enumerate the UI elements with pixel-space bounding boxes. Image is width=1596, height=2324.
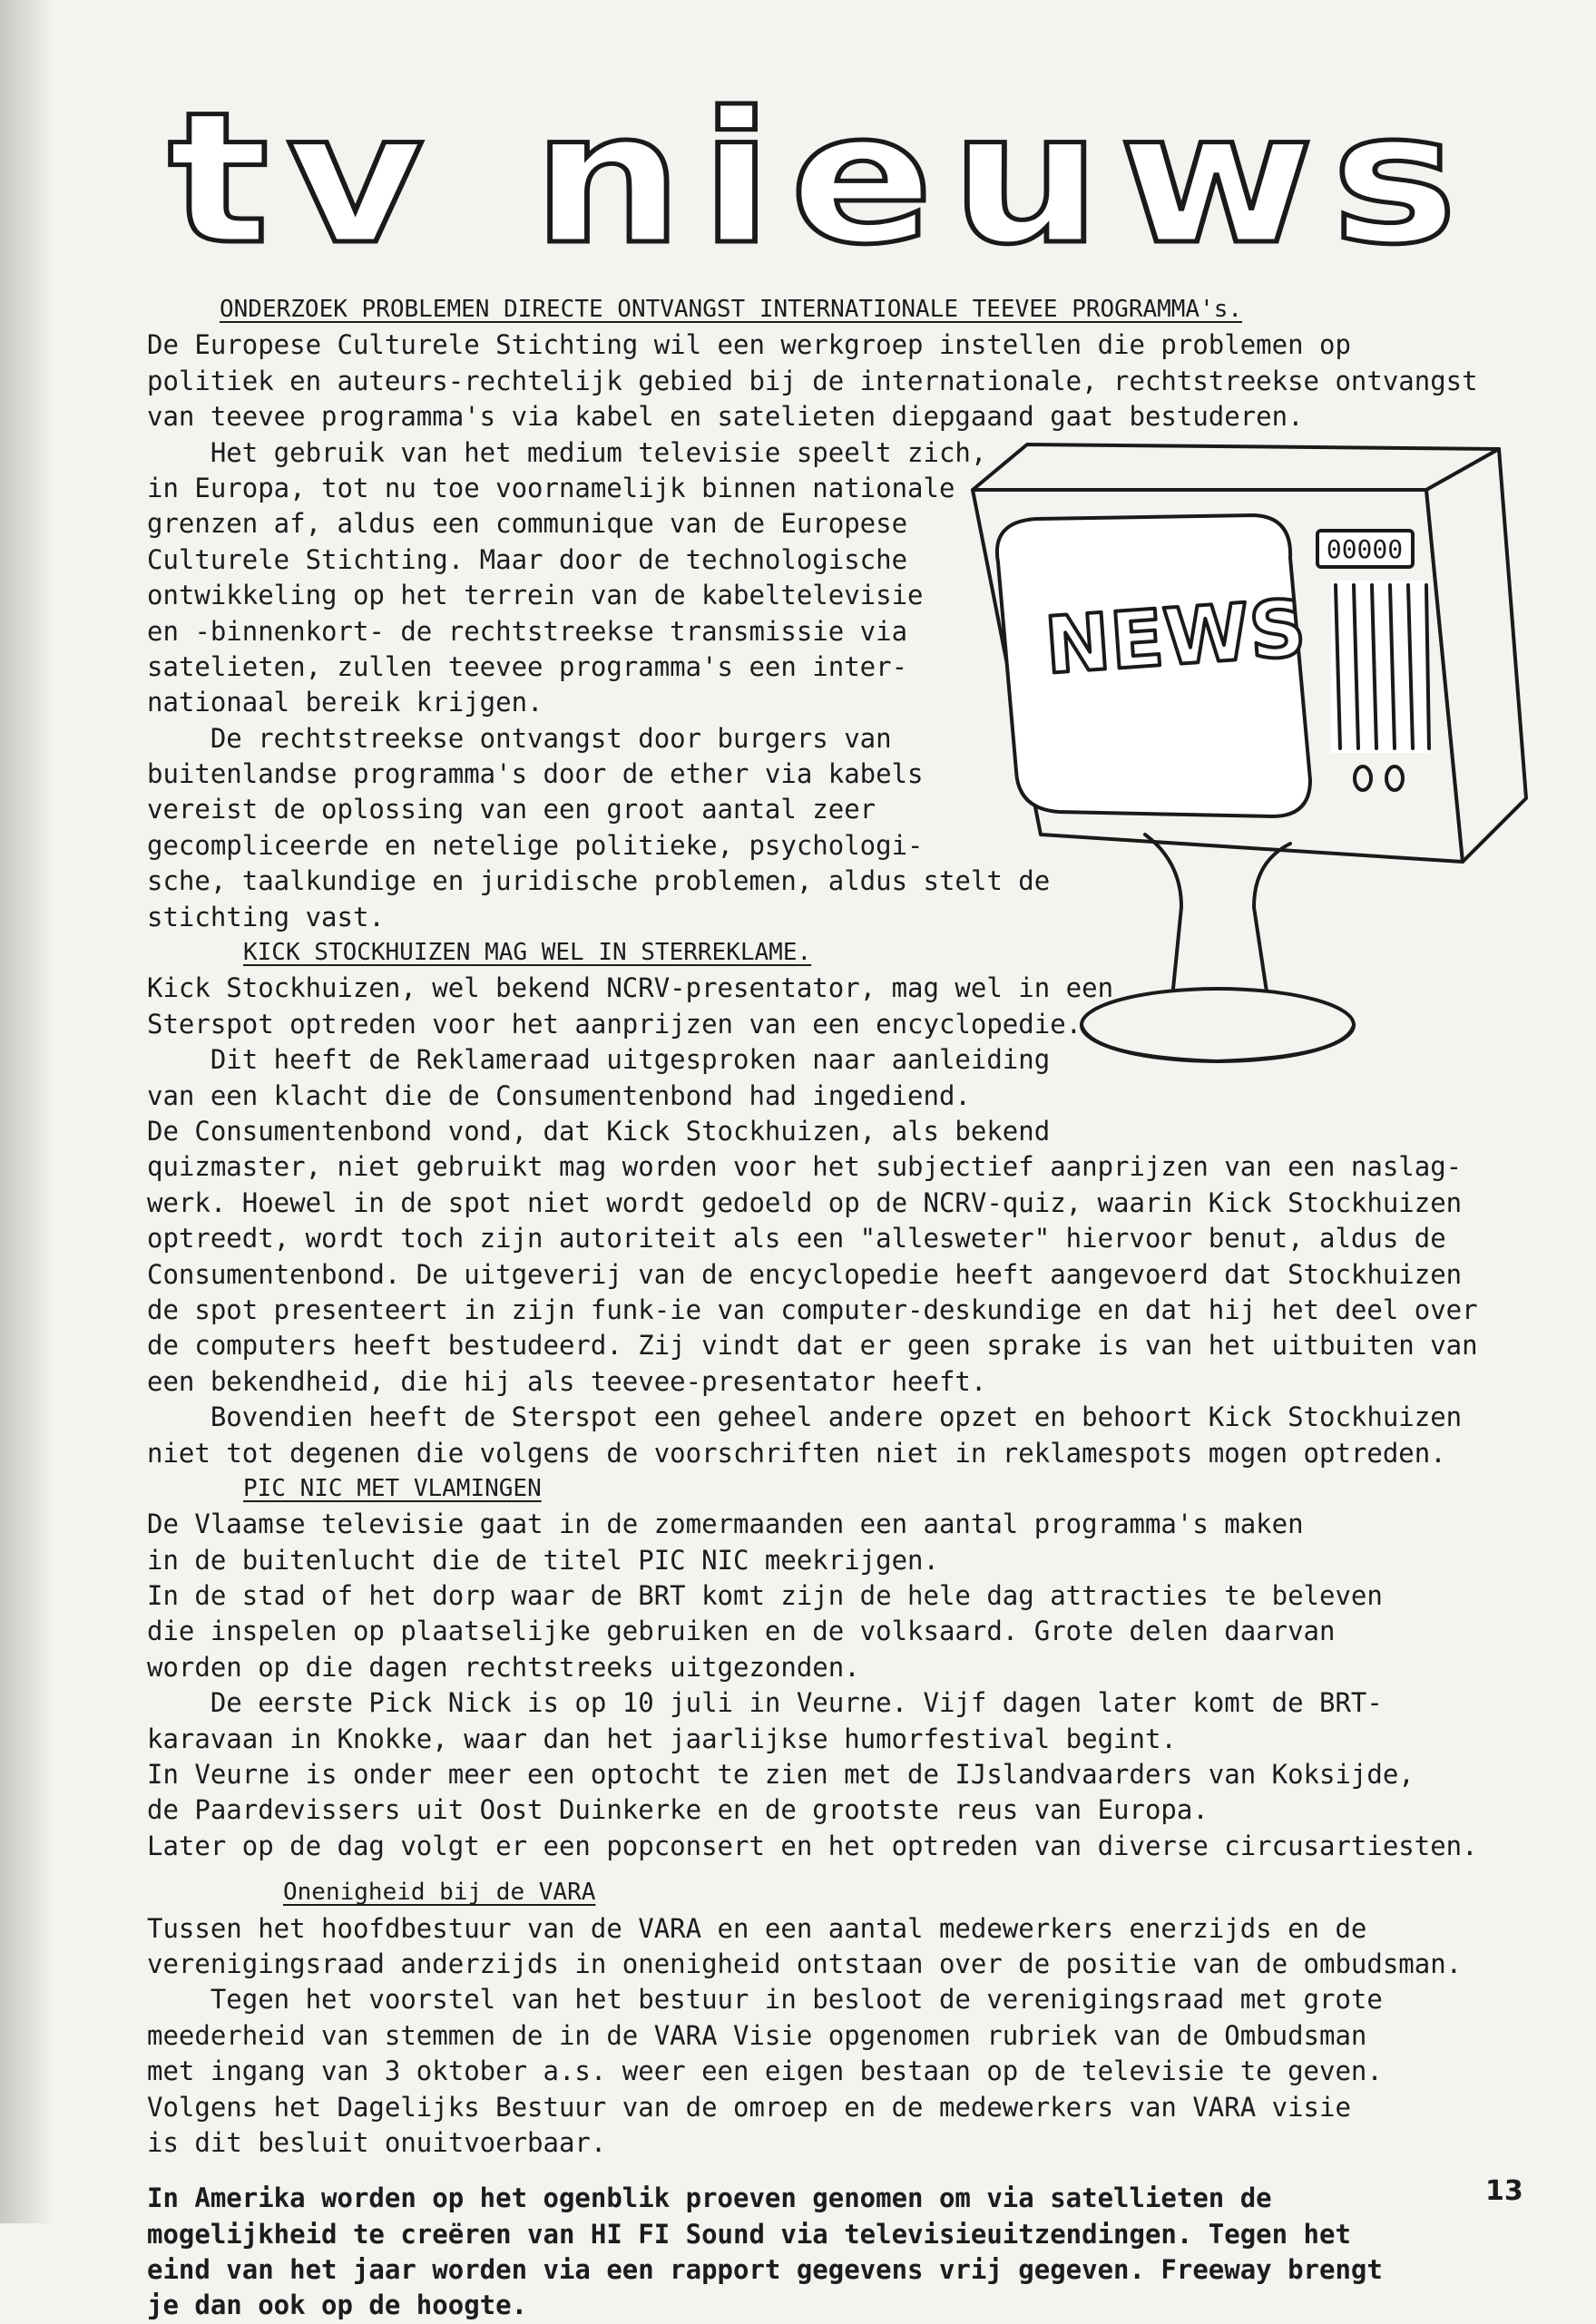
masthead-text: tv nieuws: [168, 80, 1474, 279]
closing-line: je dan ook op de hoogte.: [147, 2290, 528, 2321]
article-line: quizmaster, niet gebruikt mag worden voor het subjectief aanprijzen van een naslag-: [147, 1151, 1463, 1183]
article-line: Bovendien heeft de Sterspot een geheel andere opzet en behoort Kick Stockhuizen: [147, 1401, 1463, 1433]
article-line: stichting vast.: [147, 901, 385, 933]
article-line: nationaal bereik krijgen.: [147, 687, 543, 718]
article-line: Later op de dag volgt er een popconsert en het optreden van diverse circusartiesten.: [147, 1830, 1478, 1861]
article-line: ontwikkeling op het terrein van de kabeltelevisie: [147, 580, 924, 611]
article-line: grenzen af, aldus een communique van de Europese: [147, 508, 908, 540]
article-line: die inspelen op plaatselijke gebruiken en de volksaard. Grote delen daarvan: [147, 1616, 1336, 1647]
article-line: In Veurne is onder meer een optocht te zien met de IJslandvaarders van Koksijde,: [147, 1759, 1415, 1791]
article-line: werk. Hoewel in de spot niet wordt gedoeld op de NCRV-quiz, waarin Kick Stockhuizen: [147, 1186, 1463, 1218]
article-line: worden op die dagen rechtstreeks uitgezonden.: [147, 1651, 860, 1683]
article-line: een bekendheid, die hij als teevee-presentator heeft.: [147, 1365, 987, 1397]
article-line: satelieten, zullen teevee programma's een inter-: [147, 650, 908, 682]
article-line: de Paardevissers uit Oost Duinkerke en de grootste reus van Europa.: [147, 1794, 1209, 1826]
article-heading: Onenigheid bij de VARA: [283, 1879, 596, 1907]
article-line: Dit heeft de Reklameraad uitgesproken naar aanleiding: [147, 1044, 1051, 1076]
page-number: 13: [1485, 2175, 1523, 2207]
closing-paragraph: [147, 2181, 1526, 2324]
article-line: de spot presenteert in zijn funk-ie van computer-deskundige en dat hij het deel over: [147, 1294, 1478, 1325]
article-heading: KICK STOCKHUIZEN MAG WEL IN STERREKLAME.: [243, 939, 812, 967]
article-line: Culturele Stichting. Maar door de technologische: [147, 543, 908, 575]
article-line: De eerste Pick Nick is op 10 juli in Veurne. Vijf dagen later komt de BRT-: [147, 1687, 1383, 1719]
article-line: Tegen het voorstel van het bestuur in besloot de verenigingsraad met grote: [147, 1984, 1383, 2016]
article-line: Volgens het Dagelijks Bestuur van de omroep en de medewerkers van VARA visie: [147, 2091, 1351, 2123]
article-pic-nic: [147, 1471, 1526, 1864]
article-line: politiek en auteurs-rechtelijk gebied bij de internationale, rechtstreekse ontvangst: [147, 365, 1478, 396]
article-line: van een klacht die de Consumentenbond had ingediend.: [147, 1079, 971, 1111]
retro-tv-icon: [955, 435, 1533, 1089]
closing-line: In Amerika worden op het ogenblik proeven genomen om via satellieten de: [147, 2182, 1272, 2214]
article-line: de computers heeft bestudeerd. Zij vindt dat er geen sprake is van het uitbuiten van: [147, 1330, 1478, 1362]
article-heading: ONDERZOEK PROBLEMEN DIRECTE ONTVANGST INTERNATIONALE TEEVEE PROGRAMMA's.: [220, 296, 1243, 323]
article-line: De Consumentenbond vond, dat Kick Stockhuizen, als bekend: [147, 1115, 1051, 1147]
closing-line: mogelijkheid te creëren van HI FI Sound via televisieuitzendingen. Tegen het: [147, 2218, 1351, 2250]
article-line: en -binnenkort- de rechtstreekse transmissie via: [147, 615, 908, 647]
page-edge-shadow: [0, 0, 54, 2223]
article-heading: PIC NIC MET VLAMINGEN: [243, 1474, 542, 1502]
article-line: van teevee programma's via kabel en satelieten diepgaand gaat bestuderen.: [147, 401, 1304, 433]
article-line: in Europa, tot nu toe voornamelijk binnen nationale: [147, 472, 955, 503]
article-line: De Europese Culturele Stichting wil een werkgroep instellen die problemen op: [147, 329, 1351, 361]
article-line: De Vlaamse televisie gaat in de zomermaanden een aantal programma's maken: [147, 1509, 1304, 1540]
article-line: met ingang van 3 oktober a.s. weer een eigen bestaan op de televisie te geven.: [147, 2055, 1383, 2087]
article-line: optreedt, wordt toch zijn autoriteit als een "allesweter" hiervoor benut, aldus de: [147, 1223, 1446, 1255]
article-line: meederheid van stemmen de in de VARA Visie opgenomen rubriek van de Ombudsman: [147, 2019, 1367, 2051]
article-line: vereist de oplossing van een groot aantal zeer: [147, 794, 876, 825]
article-line: buitenlandse programma's door de ether via kabels: [147, 758, 924, 790]
tv-counter-display: 00000: [1326, 534, 1404, 564]
masthead-lettering: [159, 80, 1483, 279]
tv-screen-news-text: NEWS: [1042, 583, 1309, 692]
article-line: sche, taalkundige en juridische problemen, aldus stelt de: [147, 865, 1051, 897]
article-line: Het gebruik van het medium televisie speelt zich,: [147, 436, 987, 468]
article-line: niet tot degenen die volgens de voorschriften niet in reklamespots mogen optreden.: [147, 1437, 1446, 1469]
article-line: In de stad of het dorp waar de BRT komt zijn de hele dag attracties te beleven: [147, 1580, 1383, 1612]
article-line: verenigingsraad anderzijds in onenigheid ontstaan over de positie van de ombudsman.: [147, 1948, 1463, 1979]
masthead-title: [159, 80, 1483, 279]
article-line: is dit besluit onuitvoerbaar.: [147, 2126, 607, 2158]
article-line: gecompliceerde en netelige politieke, psychologi-: [147, 829, 924, 861]
article-line: in de buitenlucht die de titel PIC NIC meekrijgen.: [147, 1544, 939, 1576]
article-line: karavaan in Knokke, waar dan het jaarlijkse humorfestival begint.: [147, 1723, 1177, 1754]
article-line: Kick Stockhuizen, wel bekend NCRV-presentator, mag wel in een: [147, 972, 1114, 1004]
article-line: Consumentenbond. De uitgeverij van de encyclopedie heeft aangevoerd dat Stockhuizen: [147, 1258, 1463, 1290]
article-line: De rechtstreekse ontvangst door burgers van: [147, 722, 892, 754]
closing-line: eind van het jaar worden via een rapport gegevens vrij gegeven. Freeway brengt: [147, 2254, 1383, 2286]
article-vara: [147, 1875, 1526, 2161]
article-line: Tussen het hoofdbestuur van de VARA en een aantal medewerkers enerzijds en de: [147, 1912, 1367, 1944]
article-line: Sterspot optreden voor het aanprijzen van een encyclopedie.: [147, 1008, 1082, 1040]
